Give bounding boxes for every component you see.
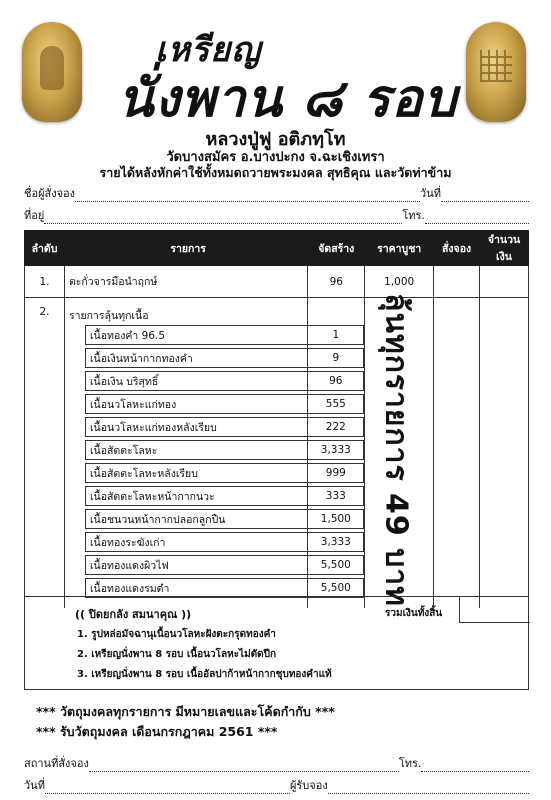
lottery-item-qty: 999 <box>308 463 364 483</box>
date-label: วันที่ <box>420 187 441 200</box>
list-item <box>25 462 529 485</box>
list-item <box>25 554 529 577</box>
lottery-item-qty: 9 <box>308 348 364 368</box>
phone-field[interactable] <box>421 762 529 772</box>
list-item <box>25 370 529 393</box>
list-item <box>25 531 529 554</box>
name-date-row <box>24 184 529 202</box>
table-header-row <box>25 231 529 266</box>
lottery-item-qty: 555 <box>308 394 364 414</box>
lottery-item-name: เนื้อเงินหน้ากากทองคำ <box>85 348 307 368</box>
col-header-qty: จัดสร้าง <box>308 231 365 266</box>
bonus-item: 3. เหรียญนั่งพาน 8 รอบ เนื้ออัลปาก้าหน้ากากชุบทองคำแท้ <box>77 669 332 680</box>
lottery-price-text: ลุ้นทุกรายการ 49 บาท <box>378 293 414 607</box>
phone-label: โทร. <box>402 209 425 222</box>
place-label: สถานที่สั่งจอง <box>24 757 89 770</box>
note-line: *** วัตถุมงคลทุกรายการ มีหมายเลขและโค้ดกำกับ *** <box>36 704 335 719</box>
header <box>0 0 551 180</box>
lottery-item-name: เนื้อทองระฆังเก่า <box>85 532 307 552</box>
lottery-item-qty: 1 <box>308 325 364 345</box>
lottery-item-name: เนื้อสัตตะโลหะ <box>85 440 307 460</box>
lottery-item-name: เนื้อทองคำ 96.5 <box>85 325 307 345</box>
lottery-item-qty: 333 <box>308 486 364 506</box>
list-item <box>25 416 529 439</box>
list-item <box>25 347 529 370</box>
receiver-label: ผู้รับจอง <box>289 779 328 792</box>
list-item <box>25 485 529 508</box>
income-note: รายได้หลังหักค่าใช้ทั้งหมดถวายพระมงคล สุทธิคุณ และวัดท่าข้าม <box>99 165 452 180</box>
row-no: 1. <box>25 266 65 298</box>
amulet-front-image <box>22 22 82 122</box>
lottery-item-qty: 5,500 <box>308 555 364 575</box>
list-item <box>25 393 529 416</box>
lottery-item-qty: 96 <box>308 371 364 391</box>
row-qty: 96 <box>308 266 365 298</box>
title-line2: นั่งพาน ๘ รอบ <box>118 69 458 129</box>
lottery-item-qty: 222 <box>308 417 364 437</box>
note-line: *** รับวัตถุมงคล เดือนกรกฎาคม 2561 *** <box>36 724 278 739</box>
col-header-price: ราคาบูชา <box>365 231 434 266</box>
amulet-back-image <box>466 22 526 122</box>
amount-cell[interactable] <box>480 266 529 298</box>
address-label: ที่อยู่ <box>24 209 45 222</box>
order-table <box>24 230 529 608</box>
col-header-amount: จำนวนเงิน <box>480 231 529 266</box>
row-item: ตะกั่วจารมือนำฤกษ์ <box>64 266 307 298</box>
list-item <box>25 508 529 531</box>
lottery-item-name: เนื้อเงิน บริสุทธิ์ <box>85 371 307 391</box>
place-phone-row <box>24 754 529 772</box>
table-row <box>25 266 529 298</box>
table-row <box>25 298 529 324</box>
amount-cell[interactable] <box>480 298 529 324</box>
col-header-no: ลำดับ <box>25 231 65 266</box>
monk-name: หลวงปู่ฟู อติภทฺโท <box>205 129 346 150</box>
list-item <box>25 324 529 347</box>
grand-total-label: รวมเงินทั้งสิ้น <box>385 608 443 619</box>
date-label: วันที่ <box>24 779 45 792</box>
lottery-item-name: เนื้อนวโลหะแก่ทองหลังเรียบ <box>85 417 307 437</box>
temple-name: วัดบางสมัคร อ.บางปะกง จ.ฉะเชิงเทรา <box>166 150 385 165</box>
lottery-item-qty: 5,500 <box>308 578 364 598</box>
phone-field[interactable] <box>425 214 529 224</box>
date-field[interactable] <box>45 784 290 794</box>
address-field[interactable] <box>44 214 402 224</box>
receiver-field[interactable] <box>328 784 529 794</box>
lottery-item-name: เนื้อชนวนหน้ากากปลอกลูกปืน <box>85 509 307 529</box>
lottery-item-qty: 1,500 <box>308 509 364 529</box>
place-field[interactable] <box>89 762 399 772</box>
lottery-item-name: เนื้อทองแดงผิวไฟ <box>85 555 307 575</box>
order-cell[interactable] <box>434 266 480 298</box>
row-item-title: รายการลุ้นทุกเนื้อ <box>64 298 307 324</box>
address-phone-row <box>24 206 529 224</box>
lottery-item-name: เนื้อทองแดงรมดำ <box>85 578 307 598</box>
phone-label: โทร. <box>398 757 422 770</box>
row-price: 1,000 <box>365 266 434 298</box>
row-no: 2. <box>25 298 65 324</box>
order-cell[interactable] <box>434 298 480 324</box>
title-line1: เหรียญ <box>155 30 262 70</box>
col-header-item: รายการ <box>64 231 307 266</box>
lottery-item-name: เนื้อนวโลหะแก่ทอง <box>85 394 307 414</box>
bonus-section <box>24 596 529 690</box>
name-label: ชื่อผู้สั่งจอง <box>24 187 76 200</box>
col-header-order: สั่งจอง <box>434 231 480 266</box>
lottery-item-qty: 3,333 <box>308 532 364 552</box>
date-field[interactable] <box>441 192 529 202</box>
bonus-item: 2. เหรียญนั่งพาน 8 รอบ เนื้อนวโลหะไม่ตัดปีก <box>77 649 277 660</box>
lottery-item-name: เนื้อสัตตะโลหะหน้ากากนวะ <box>85 486 307 506</box>
lottery-item-name: เนื้อสัตตะโลหะหลังเรียบ <box>85 463 307 483</box>
bonus-item: 1. รูปหล่อมัจฉานุเนื้อนวโลหะฝังตะกรุดทองคำ <box>77 629 276 640</box>
grand-total-field[interactable] <box>459 597 530 623</box>
lottery-item-qty: 3,333 <box>308 440 364 460</box>
lottery-price-vertical <box>378 293 414 607</box>
list-item <box>25 439 529 462</box>
bonus-heading: (( ปิดยกลัง สมนาคุณ )) <box>75 608 192 621</box>
date-receiver-row <box>24 776 529 794</box>
name-field[interactable] <box>75 192 420 202</box>
